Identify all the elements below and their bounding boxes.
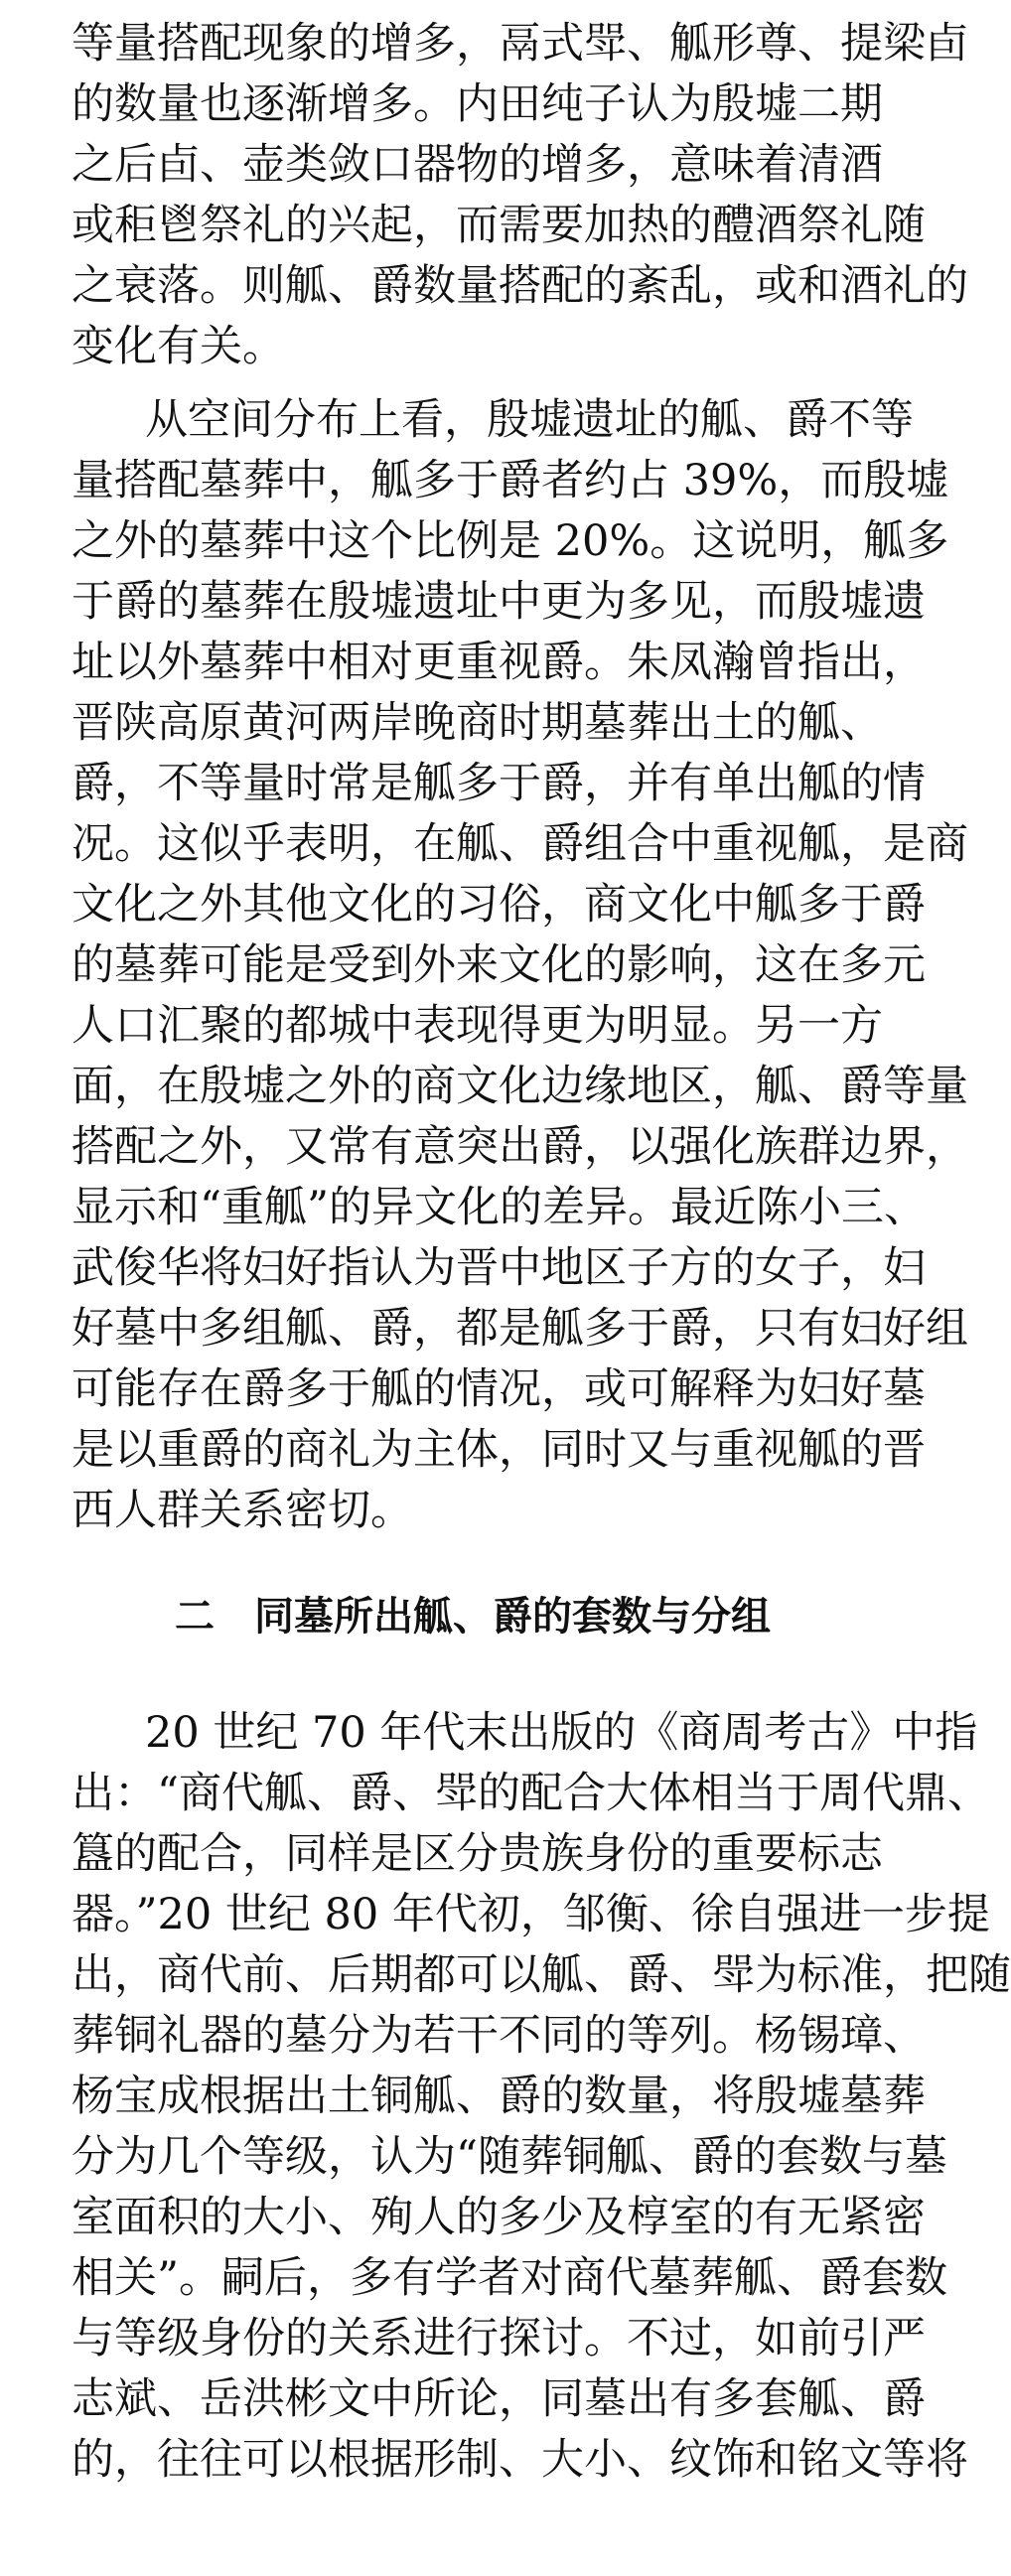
paragraph-2-line-6: 晋陕高原黄河两岸晚商时期墓葬出土的觚、 xyxy=(72,698,883,748)
paragraph-3-line-2: 出：“商代觚、爵、斝的配合大体相当于周代鼎、 xyxy=(72,1769,990,1818)
paragraph-2-line-17: 可能存在爵多于觚的情况，或可解释为妇好墓 xyxy=(72,1364,926,1414)
paragraph-1-line-4: 或秬鬯祭礼的兴起，而需要加热的醴酒祭礼随 xyxy=(72,201,926,250)
paragraph-1-line-6: 变化有关。 xyxy=(72,322,285,371)
paragraph-2-line-15: 武俊华将妇好指认为晋中地区子方的女子，妇 xyxy=(72,1243,926,1293)
paragraph-3-line-3: 簋的配合，同样是区分贵族身份的重要标志 xyxy=(72,1829,883,1879)
paragraph-2-line-9: 文化之外其他文化的习俗，商文化中觚多于爵 xyxy=(72,880,926,930)
paragraph-2-line-14: 显示和“重觚”的异文化的差异。最近陈小三、 xyxy=(72,1183,927,1232)
paragraph-3-line-7: 杨宝成根据出土铜觚、爵的数量，将殷墟墓葬 xyxy=(72,2072,926,2121)
paragraph-1-line-5: 之衰落。则觚、爵数量搭配的紊乱，或和酒礼的 xyxy=(72,261,968,311)
paragraph-2-line-19: 西人群关系密切。 xyxy=(72,1486,413,1535)
paragraph-2-line-16: 好墓中多组觚、爵，都是觚多于爵，只有妇好组 xyxy=(72,1304,968,1354)
paragraph-3-line-12: 志斌、岳洪彬文中所论，同墓出有多套觚、爵 xyxy=(72,2374,926,2424)
paragraph-3-line-6: 葬铜礼器的墓分为若干不同的等列。杨锡璋、 xyxy=(72,2011,926,2061)
section-title: 同墓所出觚、爵的套数与分组 xyxy=(254,1594,771,1640)
paragraph-3-line-10: 相关”。嗣后，多有学者对商代墓葬觚、爵套数 xyxy=(72,2253,947,2303)
section-heading xyxy=(175,1587,870,1646)
paragraph-1-line-1: 等量搭配现象的增多，鬲式斝、觚形尊、提梁卣 xyxy=(72,19,968,69)
paragraph-2-line-13: 搭配之外，又常有意突出爵，以强化族群边界， xyxy=(72,1122,968,1172)
paragraph-2-line-3: 之外的墓葬中这个比例是 20%。这说明，觚多 xyxy=(72,516,949,566)
paragraph-1-line-2: 的数量也逐渐增多。内田纯子认为殷墟二期 xyxy=(72,79,883,129)
paragraph-2-line-7: 爵，不等量时常是觚多于爵，并有单出觚的情 xyxy=(72,759,926,808)
paragraph-2-line-12: 面，在殷墟之外的商文化边缘地区，觚、爵等量 xyxy=(72,1062,968,1111)
paragraph-3-line-9: 室面积的大小、殉人的多少及椁室的有无紧密 xyxy=(72,2193,926,2242)
paragraph-2-line-4: 于爵的墓葬在殷墟遗址中更为多见，而殷墟遗 xyxy=(72,577,926,627)
paragraph-2-line-18: 是以重爵的商礼为主体，同时又与重视觚的晋 xyxy=(72,1425,926,1475)
paragraph-3-line-11: 与等级身份的关系进行探讨。不过，如前引严 xyxy=(72,2314,926,2363)
paragraph-3-line-4: 器。”20 世纪 80 年代初，邹衡、徐自强进一步提 xyxy=(72,1890,990,1939)
paragraph-2-line-2: 量搭配墓葬中，觚多于爵者约占 39%，而殷墟 xyxy=(72,456,949,505)
section-number: 二 xyxy=(175,1594,215,1640)
paragraph-2-line-5: 址以外墓葬中相对更重视爵。朱凤瀚曾指出， xyxy=(72,638,926,687)
paragraph-3-line-1: 20 世纪 70 年代末出版的《商周考古》中指 xyxy=(145,1708,978,1758)
paragraph-2-line-10: 的墓葬可能是受到外来文化的影响，这在多元 xyxy=(72,940,926,990)
paragraph-2-line-1: 从空间分布上看，殷墟遗址的觚、爵不等 xyxy=(145,395,914,445)
paragraph-3-line-13: 的，往往可以根据形制、大小、纹饰和铭文等将 xyxy=(72,2435,968,2485)
paragraph-3-line-8: 分为几个等级，认为“随葬铜觚、爵的套数与墓 xyxy=(72,2132,947,2182)
paragraph-2-line-8: 况。这似乎表明，在觚、爵组合中重视觚，是商 xyxy=(72,819,968,869)
paragraph-2-line-11: 人口汇聚的都城中表现得更为明显。另一方 xyxy=(72,1001,883,1051)
paragraph-3-line-5: 出，商代前、后期都可以觚、爵、斝为标准，把随 xyxy=(72,1950,1011,2000)
paragraph-1-line-3: 之后卣、壶类敛口器物的增多，意味着清酒 xyxy=(72,140,883,190)
